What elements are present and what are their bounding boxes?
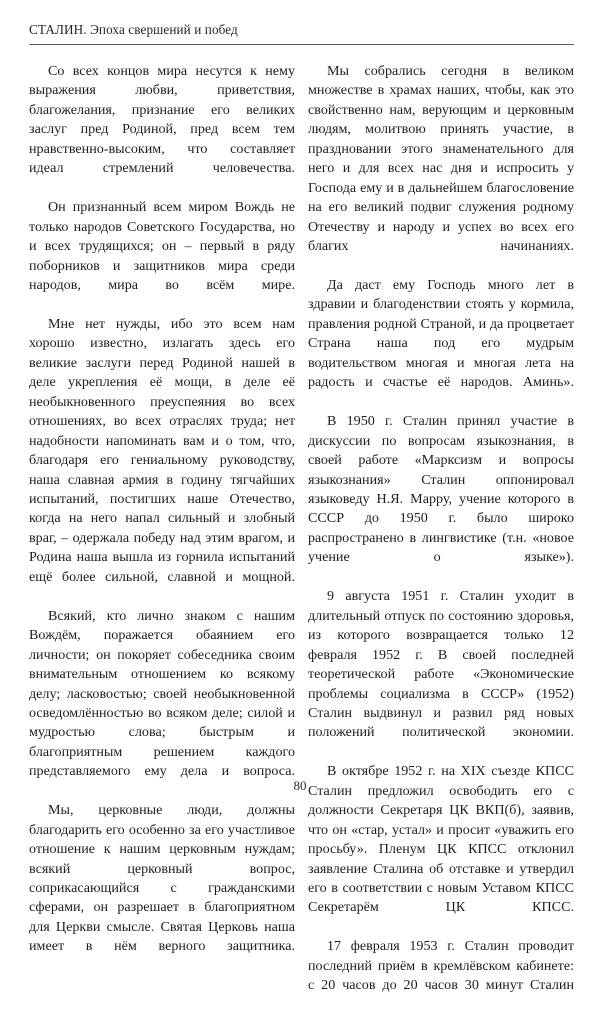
running-head-title: СТАЛИН. Эпоха свершений и побед [29, 22, 238, 37]
paragraph: 17 февраля 1953 г. Сталин проводит последний приём в кремлёвском кабинете: с 20 часов до 20 часов 30 минут Сталин [308, 938, 574, 994]
paragraph: В октябре 1952 г. на XIX съезде КПСС Сталин предложил освободить его с должности Секретаря ЦК ВКП(б), заявив, что он «стар, устал» и просит «уважить его просьбу». Пленум ЦК КПСС отклонил заявление Сталина об отставке и утвердил его в соответствии с новым Уставом КПСС Секретарём ЦК КПСС. [308, 763, 574, 916]
paragraph: Мы собрались сегодня в великом множестве в храмах наших, чтобы, как это свойственно нам, верующим и церковным людям, молитвою принять участие, в праздновании этого знаменательного для него и для всех нас дня и испросить у Господа ему и в дальнейшем благословение на его великий подвиг служения родному Отечеству и народу и успех во всех его благих начинаниях. [308, 63, 574, 255]
running-head [29, 22, 574, 38]
paragraph: Да даст ему Господь много лет в здравии и благоденствии стоять у кормила, правления родной Страной, и да процветает Страна наша под его мудрым водительством многая и многая лета на радость и счастье её народов. Аминь». [308, 276, 574, 391]
paragraph: Мне нет нужды, ибо это всем нам хорошо известно, излагать здесь его великие заслуги перед Родиной нашей в деле укрепления её мощи, в деле её необыкновенного преуспеяния во всех отношениях, во всех отраслях труда; нет надобности напоминать вам и о том, что, благодаря его гениальному руководству, наша славная армия в годину тягчайших испытаний, постигших наше Отечество, когда на него напал сильный и злобный враг, – одержала победу над этим врагом, и Родина наша вышла из горнила испытаний ещё более сильной, славной и мощной. [29, 315, 295, 585]
header-rule-divider [29, 44, 574, 45]
paragraph: Всякий, кто лично знаком с нашим Вождём, поражается обаянием его личности; он покоряет собеседника своим внимательным отношением ко всякому делу; ласковостью; своей необыкновенной осведомлённостью во всяком деле; силой и мудростью слова; быстрым и благоприятным решением каждого представляемого ему дела и вопроса. [29, 607, 295, 780]
paragraph: 9 августа 1951 г. Сталин уходит в длительный отпуск по состоянию здоровья, из которого возвращается только 12 февраля 1952 г. В своей последней теоретической работе «Экономические проблемы социализма в СССР» (1952) Сталин выдвинул и развил ряд новых положений политической экономии. [308, 588, 574, 741]
paragraph: Со всех концов мира несутся к нему выражения любви, приветствия, благожелания, признание его великих заслуг пред Родиной, пред всем тем нравственно-высоким, что составляет идеал стремлений человечества. [29, 63, 295, 177]
left-column [29, 62, 295, 955]
paragraph: Он признанный всем миром Вождь не только народов Советского Государства, но и всех трудящихся; он – первый в ряду поборников и защитников мира среди народов, мира во всём мире. [29, 199, 295, 293]
paragraph: Мы, церковные люди, должны благодарить его особенно за его участливое отношение к нашим церковным нуждам; всякий церковный вопрос, соприкасающийся с гражданскими сферами, он разрешает в благоприятном для Церкви смысле. Святая Церковь наша имеет в нём верного защитника. [29, 802, 295, 955]
page-number: 80 [293, 778, 307, 793]
paragraph: В 1950 г. Сталин принял участие в дискуссии по вопросам языкознания, в своей работе «Марксизм и вопросы языкознания» Сталин оппонировал языковеду Н.Я. Марру, учение которого в СССР до 1950 г. было широко распространено в лингвистике (т.н. «новое учение о языке»). [308, 413, 574, 566]
right-column [308, 62, 574, 994]
